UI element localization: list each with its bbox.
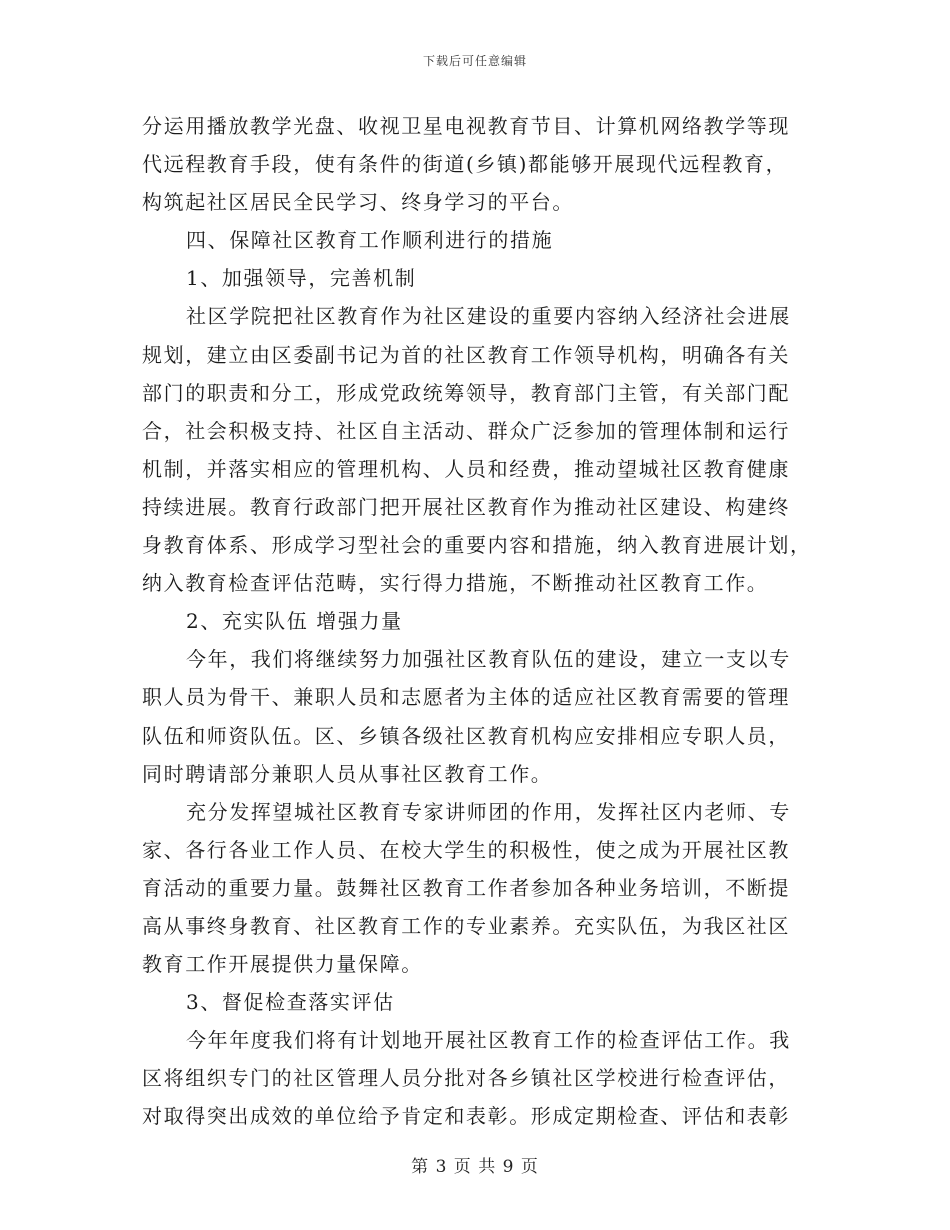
page-header: 下载后可任意编辑 [422,54,527,68]
page-number: 第 3 页 共 9 页 [411,1157,539,1177]
body-line: 部门的职责和分工，形成党政统筹领导，教育部门主管，有关部门配 [142,380,790,405]
body-line: 今年，我们将继续努力加强社区教育队伍的建设，建立一支以专 [186,647,791,672]
section-heading: 四、保障社区教育工作顺利进行的措施 [186,228,554,253]
body-line: 身教育体系、形成学习型社会的重要内容和措施，纳入教育进展计划， [142,533,812,558]
body-line: 家、各行各业工作人员、在校大学生的积极性，使之成为开展社区教 [142,837,790,862]
body-line: 今年年度我们将有计划地开展社区教育工作的检查评估工作。我 [186,1028,791,1053]
body-line: 规划，建立由区委副书记为首的社区教育工作领导机构，明确各有关 [142,342,790,367]
body-line: 分运用播放教学光盘、收视卫星电视教育节目、计算机网络教学等现 [142,114,790,138]
body-line: 职人员为骨干、兼职人员和志愿者为主体的适应社区教育需要的管理 [142,685,790,710]
body-line: 社区学院把社区教育作为社区建设的重要内容纳入经济社会进展 [186,304,791,329]
body-line: 代远程教育手段，使有条件的街道(乡镇)都能够开展现代远程教育， [142,152,788,177]
body-line: 育活动的重要力量。鼓舞社区教育工作者参加各种业务培训，不断提 [142,875,790,900]
subsection-heading: 2、充实队伍 增强力量 [186,609,403,634]
body-line: 机制，并落实相应的管理机构、人员和经费，推动望城社区教育健康 [142,456,790,481]
body-line: 合，社会积极支持、社区自主活动、群众广泛参加的管理体制和运行 [142,418,790,443]
document-body [142,107,812,1136]
body-line: 队伍和师资队伍。区、乡镇各级社区教育机构应安排相应专职人员， [142,723,790,748]
subsection-heading: 1、加强领导，完善机制 [186,266,417,291]
subsection-heading: 3、督促检查落实评估 [186,990,395,1015]
body-line: 对取得突出成效的单位给予肯定和表彰。形成定期检查、评估和表彰 [142,1104,790,1129]
body-line: 教育工作开展提供力量保障。 [142,952,423,977]
body-line: 持续进展。教育行政部门把开展社区教育作为推动社区建设、构建终 [142,494,790,519]
body-line: 高从事终身教育、社区教育工作的专业素养。充实队伍，为我区社区 [142,913,790,938]
body-line: 同时聘请部分兼职人员从事社区教育工作。 [142,761,553,786]
body-line: 纳入教育检查评估范畴，实行得力措施，不断推动社区教育工作。 [142,571,769,596]
body-line: 充分发挥望城社区教育专家讲师团的作用，发挥社区内老师、专 [186,799,791,824]
body-line: 构筑起社区居民全民学习、终身学习的平台。 [142,190,574,215]
body-line: 区将组织专门的社区管理人员分批对各乡镇社区学校进行检查评估， [142,1066,790,1091]
